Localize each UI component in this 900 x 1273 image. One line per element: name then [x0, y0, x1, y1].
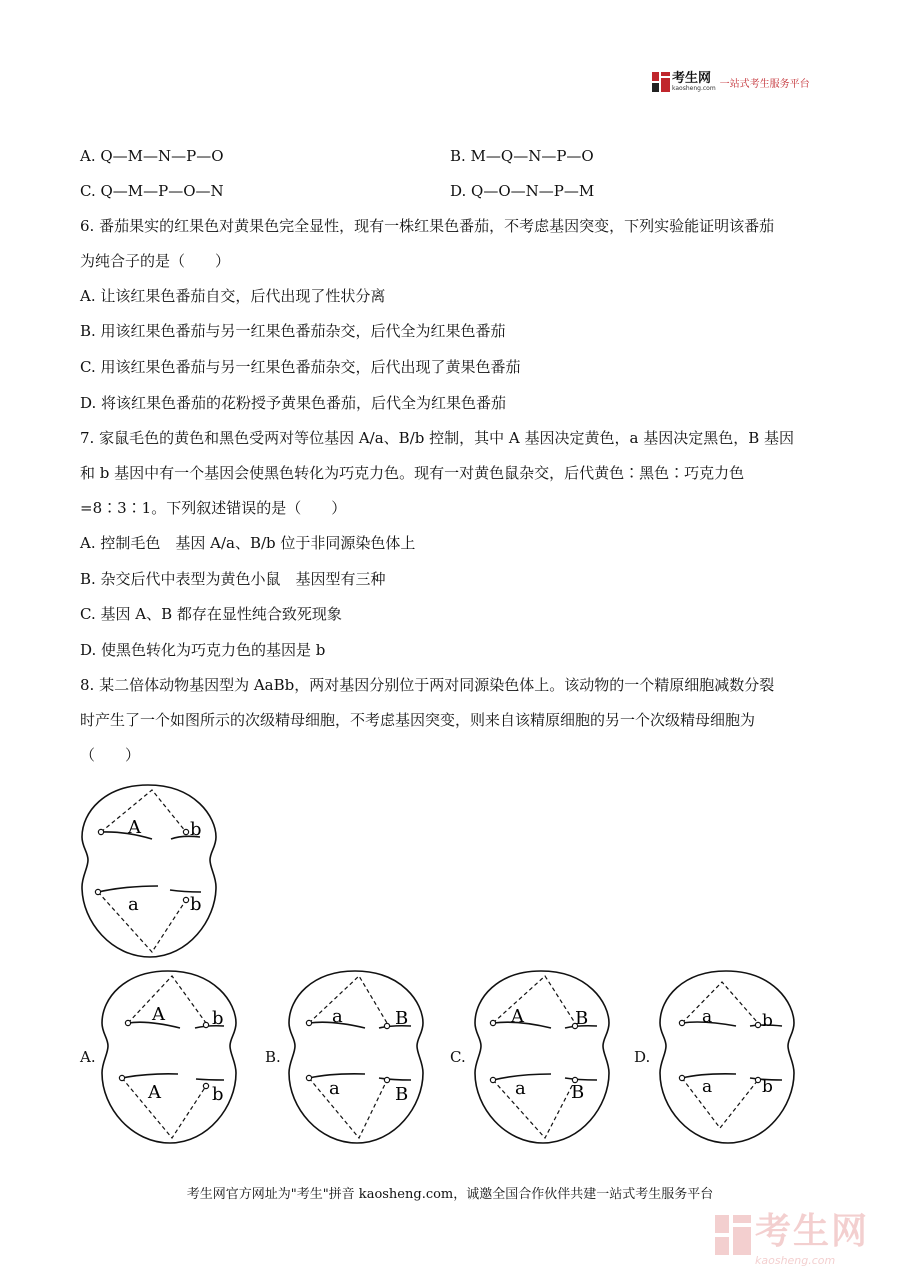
- allele-label: A: [511, 1006, 524, 1027]
- q8-option-c-label: C.: [450, 1048, 466, 1066]
- watermark-logo-icon: [715, 1214, 751, 1256]
- q6-option-c: C. 用该红果色番茄与另一红果色番茄杂交，后代出现了黄果色番茄: [80, 358, 521, 376]
- cell-diagram: [473, 968, 613, 1148]
- logo-domain: kaosheng.com: [672, 85, 716, 92]
- q5-option-b: B. M—Q—N—P—O: [450, 147, 594, 165]
- q6-option-d: D. 将该红果色番茄的花粉授予黄果色番茄，后代全为红果色番茄: [80, 394, 507, 412]
- q7-option-a: A. 控制毛色 基因 A/a、B/b 位于非同源染色体上: [80, 534, 416, 552]
- q8-option-a-cell[interactable]: [100, 968, 240, 1152]
- allele-label: a: [329, 1078, 340, 1099]
- q7-option-b: B. 杂交后代中表型为黄色小鼠 基因型有三种: [80, 570, 386, 588]
- q7-option-c: C. 基因 A、B 都存在显性纯合致死现象: [80, 605, 342, 623]
- q8-option-b-cell[interactable]: [287, 968, 427, 1152]
- q8-stem-line3: （ ）: [80, 746, 141, 764]
- q6-stem-line1: 6. 番茄果实的红果色对黄果色完全显性，现有一株红果色番茄，不考虑基因突变，下列实验能证明该番茄: [80, 217, 775, 235]
- allele-label: b: [762, 1011, 773, 1031]
- watermark-text: 考生网: [755, 1211, 870, 1252]
- logo-icon: [652, 72, 670, 92]
- q5-option-d: D. Q—O—N—P—M: [450, 182, 595, 200]
- allele-label: b: [762, 1077, 773, 1097]
- allele-label: A: [148, 1082, 161, 1103]
- q6-option-a: A. 让该红果色番茄自交，后代出现了性状分离: [80, 287, 386, 305]
- allele-label: A: [152, 1004, 165, 1025]
- cell-diagram: [100, 968, 240, 1148]
- q5-option-a: A. Q—M—N—P—O: [80, 147, 224, 165]
- allele-label: A: [128, 817, 141, 838]
- q8-option-c-cell[interactable]: [473, 968, 613, 1152]
- allele-label: b: [212, 1008, 224, 1029]
- allele-label: a: [332, 1006, 343, 1027]
- q8-stem-line2: 时产生了一个如图所示的次级精母细胞，不考虑基因突变，则来自该精原细胞的另一个次级精母细胞为: [80, 711, 756, 729]
- q8-main-cell: [80, 782, 220, 966]
- allele-label: B: [571, 1082, 585, 1103]
- q6-stem-line2: 为纯合子的是（ ）: [80, 252, 231, 270]
- cell-diagram: [287, 968, 427, 1148]
- allele-label: B: [395, 1008, 409, 1029]
- cell-diagram: [80, 782, 220, 962]
- allele-label: b: [212, 1084, 224, 1105]
- allele-label: b: [190, 894, 202, 915]
- q5-option-c: C. Q—M—P—O—N: [80, 182, 224, 200]
- page-footer: 考生网官方网址为"考生"拼音 kaosheng.com，诚邀全国合作伙伴共建一站式考生服务平台: [186, 1187, 714, 1202]
- q8-option-a-label: A.: [80, 1048, 96, 1066]
- q6-option-b: B. 用该红果色番茄与另一红果色番茄杂交，后代全为红果色番茄: [80, 322, 506, 340]
- allele-label: a: [702, 1077, 713, 1097]
- q7-stem-line1: 7. 家鼠毛色的黄色和黑色受两对等位基因 A/a、B/b 控制，其中 A 基因决定黄色，a 基因决定黑色，B 基因: [80, 429, 794, 447]
- q8-stem-line1: 8. 某二倍体动物基因型为 AaBb，两对基因分别位于两对同源染色体上。该动物的一个精原细胞减数分裂: [80, 676, 775, 694]
- allele-label: b: [190, 819, 202, 840]
- q7-stem-line2: 和 b 基因中有一个基因会使黑色转化为巧克力色。现有一对黄色鼠杂交，后代黄色∶黑色∶巧克力色: [80, 464, 745, 482]
- cell-diagram: [658, 968, 798, 1148]
- header-slogan: 一站式考生服务平台: [719, 78, 810, 90]
- q8-option-d-label: D.: [634, 1048, 651, 1066]
- site-logo: [652, 72, 810, 92]
- watermark: [715, 1203, 869, 1267]
- logo-name: 考生网: [672, 71, 712, 86]
- q8-option-b-label: B.: [265, 1048, 281, 1066]
- allele-label: a: [702, 1007, 713, 1027]
- q7-option-d: D. 使黑色转化为巧克力色的基因是 b: [80, 641, 326, 659]
- allele-label: a: [128, 894, 139, 915]
- allele-label: B: [575, 1008, 589, 1029]
- q8-option-d-cell[interactable]: [658, 968, 798, 1152]
- allele-label: B: [395, 1084, 409, 1105]
- watermark-domain: kaosheng.com: [755, 1254, 836, 1267]
- q7-stem-line3: =8∶3∶1。下列叙述错误的是（ ）: [80, 499, 347, 517]
- allele-label: a: [515, 1078, 526, 1099]
